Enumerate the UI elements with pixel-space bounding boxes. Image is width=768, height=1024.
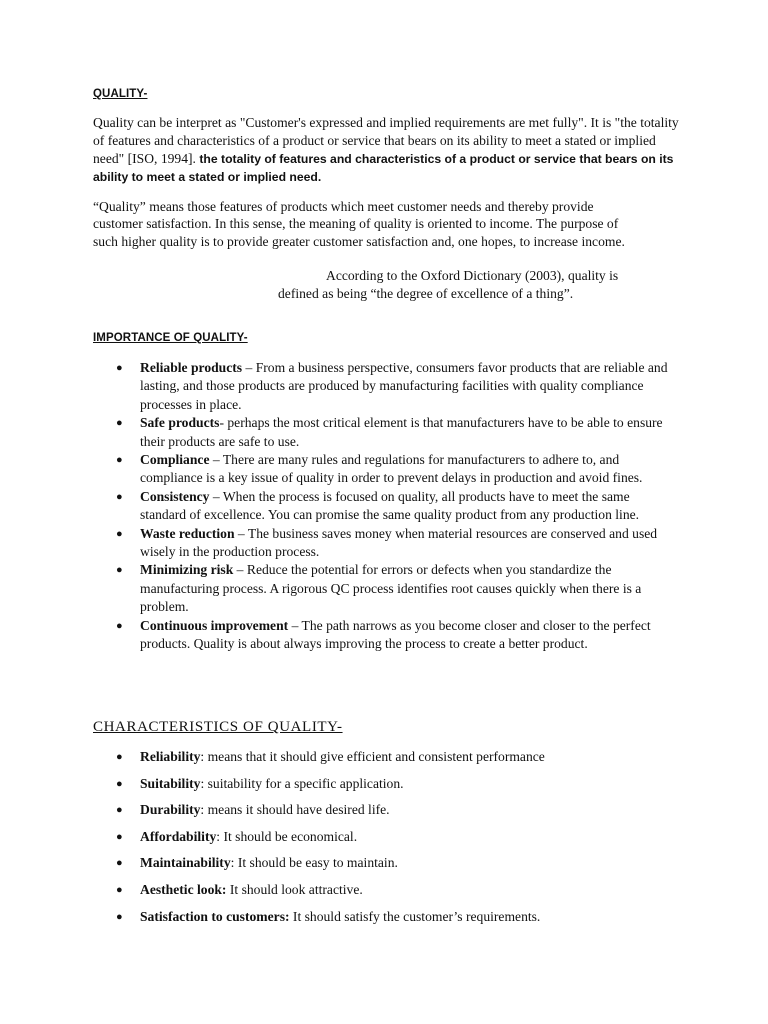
list-item-text: When the process is focused on quality, all products have to meet the same standard of excellence. You can promise the same quality product from any production line. bbox=[140, 488, 640, 523]
bullet-icon: ● bbox=[116, 804, 123, 817]
list-item-text: It should be easy to maintain. bbox=[237, 855, 398, 871]
list-item bbox=[0, 561, 675, 616]
bullet-icon: ● bbox=[116, 619, 123, 632]
list-item-separator: : bbox=[230, 855, 238, 871]
list-item-separator: – bbox=[209, 488, 223, 504]
list-item-text: It should be economical. bbox=[223, 828, 358, 844]
bullet-icon: ● bbox=[116, 910, 123, 923]
list-item-separator: – bbox=[288, 617, 302, 633]
list-item bbox=[0, 908, 675, 926]
list-item-text: From a business perspective, consumers favor products that are reliable and lasting, and those products are produced by manufacturing facilities with quality compliance processes in place. bbox=[140, 360, 668, 412]
list-item-term: Suitability bbox=[140, 775, 201, 791]
list-item-separator: : bbox=[216, 828, 224, 844]
oxford-line-2: defined as being “the degree of excellence of a thing”. bbox=[278, 286, 574, 301]
oxford-line-1: According to the Oxford Dictionary (2003), quality is bbox=[326, 268, 619, 283]
list-item-text: means it should have desired life. bbox=[207, 802, 390, 818]
importance-list bbox=[0, 359, 675, 654]
bullet-icon: ● bbox=[116, 777, 123, 790]
bullet-icon: ● bbox=[116, 362, 123, 374]
list-item bbox=[0, 801, 675, 819]
list-item bbox=[0, 854, 675, 872]
list-item-text: The path narrows as you become closer and closer to the perfect products. Quality is about always improving the process to create a better product. bbox=[140, 617, 651, 652]
list-item-separator: – bbox=[242, 360, 256, 375]
paragraph-quality-meaning: “Quality” means those features of products which meet customer needs and thereby provide customer satisfaction. In this sense, the meaning of quality is oriented to income. The purpose of such higher quality is to provide greater customer satisfaction and, one hopes, to increase income. bbox=[93, 199, 625, 249]
heading-characteristics: CHARACTERISTICS OF QUALITY- bbox=[93, 719, 343, 735]
list-item-term: Consistency bbox=[140, 488, 210, 504]
list-item-term: Affordability bbox=[140, 828, 217, 844]
list-item bbox=[0, 414, 675, 451]
list-item-term: Maintainability bbox=[140, 855, 231, 871]
list-item-term: Reliability bbox=[140, 749, 201, 764]
list-item bbox=[0, 359, 675, 414]
list-item-separator: : bbox=[200, 802, 208, 818]
list-item bbox=[0, 775, 675, 793]
list-item-term: Satisfaction to customers: bbox=[140, 908, 290, 924]
list-item-text: The business saves money when material resources are conserved and used wisely in the production process. bbox=[140, 525, 658, 560]
list-item-term: Minimizing risk bbox=[140, 562, 234, 578]
list-item-term: Reliable products bbox=[140, 360, 243, 375]
list-item-term: Waste reduction bbox=[140, 525, 235, 541]
bullet-icon: ● bbox=[116, 857, 123, 870]
heading-importance: IMPORTANCE OF QUALITY- bbox=[93, 332, 248, 344]
list-item-separator: – bbox=[233, 562, 247, 578]
intro-bold-text: the totality of features and characteristics of a product or service that bears on its ability to meet a stated or implied need. bbox=[93, 152, 674, 184]
list-item-text: means that it should give efficient and consistent performance bbox=[207, 749, 545, 764]
list-item-text: It should look attractive. bbox=[229, 881, 363, 897]
list-item-term: Continuous improvement bbox=[140, 617, 289, 633]
list-item-term: Safe products bbox=[140, 415, 220, 431]
bullet-icon: ● bbox=[116, 883, 123, 896]
characteristics-list bbox=[0, 748, 675, 934]
list-item-separator: : bbox=[200, 775, 208, 791]
list-item bbox=[0, 451, 675, 488]
bullet-icon: ● bbox=[116, 417, 123, 430]
list-item-term: Durability bbox=[140, 802, 201, 818]
intro-text: Quality can be interpret as "Customer's expressed and implied requirements are met fully". It is "the totality of features and characteristics of a product or service that bears on its ability to meet a stated or implied need" [ISO, 1994]. bbox=[93, 115, 679, 166]
list-item-separator: : bbox=[200, 749, 208, 764]
list-item bbox=[0, 488, 675, 525]
bullet-icon: ● bbox=[116, 454, 123, 467]
bullet-icon: ● bbox=[116, 527, 123, 540]
bullet-icon: ● bbox=[116, 751, 123, 763]
list-item bbox=[0, 828, 675, 846]
list-item-text: It should satisfy the customer’s requirements. bbox=[292, 908, 541, 924]
list-item-text: Reduce the potential for errors or defects when you standardize the manufacturing process. A rigorous QC process identifies root causes quickly when there is a problem. bbox=[140, 562, 642, 615]
list-item-text: perhaps the most critical element is that manufacturers have to be able to ensure their products are safe to use. bbox=[140, 415, 663, 449]
list-item-term: Compliance bbox=[140, 452, 210, 468]
list-item bbox=[0, 617, 675, 654]
bullet-icon: ● bbox=[116, 490, 123, 503]
list-item bbox=[0, 881, 675, 899]
bullet-icon: ● bbox=[116, 564, 123, 577]
list-item-separator: – bbox=[234, 525, 248, 541]
list-item bbox=[0, 525, 675, 562]
list-item-text: suitability for a specific application. bbox=[207, 775, 404, 791]
list-item-separator: – bbox=[209, 452, 223, 468]
list-item-separator: - bbox=[219, 415, 228, 431]
intro-paragraph bbox=[93, 114, 683, 186]
heading-quality: QUALITY- bbox=[93, 88, 148, 100]
bullet-icon: ● bbox=[116, 830, 123, 843]
list-item-text: There are many rules and regulations for manufacturers to adhere to, and compliance is a key issue of quality in order to prevent delays in production and avoid fines. bbox=[140, 452, 643, 486]
list-item-term: Aesthetic look: bbox=[140, 881, 227, 897]
list-item bbox=[0, 748, 675, 766]
